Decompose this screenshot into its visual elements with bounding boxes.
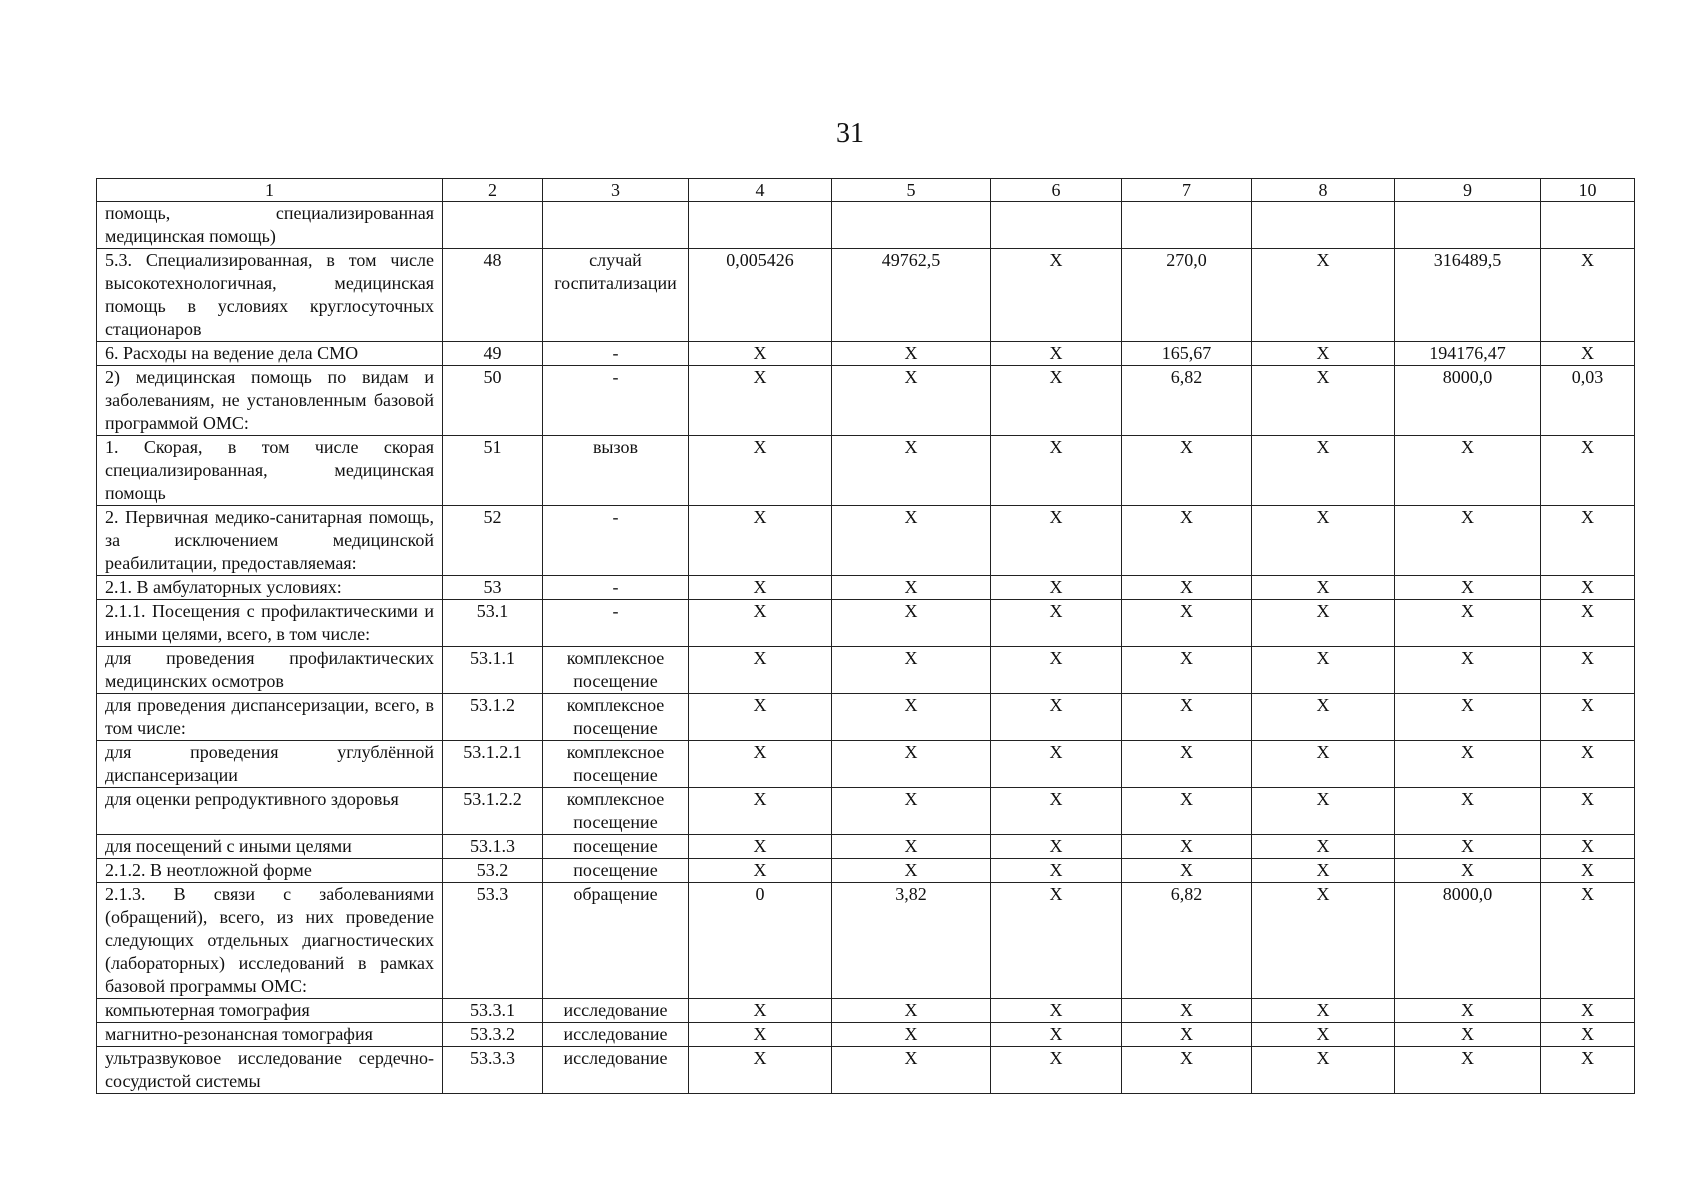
table-row [97, 835, 1635, 859]
cell-col-6: X [991, 366, 1122, 436]
cell-col-8: X [1252, 1023, 1395, 1047]
cell-col-6: X [991, 859, 1122, 883]
cell-col-9: X [1395, 1023, 1541, 1047]
cell-col-7: X [1122, 576, 1252, 600]
column-number: 7 [1122, 179, 1252, 202]
cell-col-10 [1541, 202, 1635, 249]
cell-col-7: X [1122, 647, 1252, 694]
cell-col-10: X [1541, 342, 1635, 366]
cell-col-5: X [832, 788, 991, 835]
cell-col-6: X [991, 694, 1122, 741]
cell-col-4: X [689, 647, 832, 694]
table-row [97, 647, 1635, 694]
row-number: 51 [443, 436, 543, 506]
cell-col-5 [832, 202, 991, 249]
cell-col-9: 194176,47 [1395, 342, 1541, 366]
table-row [97, 600, 1635, 647]
row-number: 50 [443, 366, 543, 436]
cell-col-7 [1122, 202, 1252, 249]
cell-col-8: X [1252, 647, 1395, 694]
unit-of-measure: - [543, 576, 689, 600]
cell-col-6: X [991, 1023, 1122, 1047]
table-row [97, 249, 1635, 342]
cell-col-4: X [689, 741, 832, 788]
row-description: для проведения углублённой диспансеризации [97, 741, 443, 788]
cell-col-10: X [1541, 835, 1635, 859]
cell-col-8: X [1252, 835, 1395, 859]
column-number: 1 [97, 179, 443, 202]
page-number: 31 [836, 118, 864, 149]
row-description: 2) медицинская помощь по видам и заболеваниям, не установленным базовой программой ОМС: [97, 366, 443, 436]
cell-col-7: X [1122, 999, 1252, 1023]
cell-col-5: 49762,5 [832, 249, 991, 342]
unit-of-measure: обращение [543, 883, 689, 999]
row-number: 53.1.2.2 [443, 788, 543, 835]
cell-col-5: X [832, 366, 991, 436]
cell-col-9: X [1395, 647, 1541, 694]
cell-col-7: 6,82 [1122, 883, 1252, 999]
cell-col-7: X [1122, 600, 1252, 647]
cell-col-4: X [689, 835, 832, 859]
unit-of-measure: - [543, 366, 689, 436]
row-number: 53.1 [443, 600, 543, 647]
cell-col-4: X [689, 600, 832, 647]
table-row [97, 883, 1635, 999]
cell-col-5: X [832, 694, 991, 741]
cell-col-9 [1395, 202, 1541, 249]
column-number: 10 [1541, 179, 1635, 202]
row-description: для посещений с иными целями [97, 835, 443, 859]
cell-col-8 [1252, 202, 1395, 249]
data-table [96, 178, 1635, 1094]
cell-col-8: X [1252, 788, 1395, 835]
cell-col-10: X [1541, 249, 1635, 342]
row-number: 53 [443, 576, 543, 600]
cell-col-8: X [1252, 366, 1395, 436]
unit-of-measure: посещение [543, 859, 689, 883]
table-row [97, 1047, 1635, 1094]
row-description: 2.1.1. Посещения с профилактическими и иными целями, всего, в том числе: [97, 600, 443, 647]
table-row [97, 788, 1635, 835]
row-description: 2.1. В амбулаторных условиях: [97, 576, 443, 600]
cell-col-6: X [991, 576, 1122, 600]
row-number: 52 [443, 506, 543, 576]
unit-of-measure: посещение [543, 835, 689, 859]
unit-of-measure: - [543, 342, 689, 366]
unit-of-measure: комплексное посещение [543, 741, 689, 788]
cell-col-6: X [991, 342, 1122, 366]
cell-col-9: X [1395, 741, 1541, 788]
cell-col-10: X [1541, 600, 1635, 647]
row-description: 6. Расходы на ведение дела СМО [97, 342, 443, 366]
cell-col-9: X [1395, 436, 1541, 506]
cell-col-10: X [1541, 576, 1635, 600]
row-number: 53.1.3 [443, 835, 543, 859]
cell-col-4: X [689, 859, 832, 883]
cell-col-4: X [689, 576, 832, 600]
cell-col-6: X [991, 506, 1122, 576]
column-number: 4 [689, 179, 832, 202]
cell-col-5: X [832, 436, 991, 506]
row-description: 2.1.2. В неотложной форме [97, 859, 443, 883]
row-description: 2.1.3. В связи с заболеваниями (обращений), всего, из них проведение следующих отдельных диагностических (лабораторных) исследований в рамках базовой программы ОМС: [97, 883, 443, 999]
cell-col-4: X [689, 506, 832, 576]
cell-col-8: X [1252, 600, 1395, 647]
cell-col-7: X [1122, 506, 1252, 576]
cell-col-5: X [832, 600, 991, 647]
cell-col-10: X [1541, 741, 1635, 788]
column-number: 3 [543, 179, 689, 202]
row-number [443, 202, 543, 249]
cell-col-6: X [991, 436, 1122, 506]
column-number: 8 [1252, 179, 1395, 202]
cell-col-4: X [689, 1023, 832, 1047]
cell-col-4: X [689, 366, 832, 436]
cell-col-9: X [1395, 694, 1541, 741]
row-number: 49 [443, 342, 543, 366]
row-number: 48 [443, 249, 543, 342]
cell-col-7: 6,82 [1122, 366, 1252, 436]
cell-col-10: X [1541, 694, 1635, 741]
table-row [97, 694, 1635, 741]
cell-col-7: 270,0 [1122, 249, 1252, 342]
unit-of-measure: - [543, 506, 689, 576]
cell-col-6: X [991, 600, 1122, 647]
row-number: 53.2 [443, 859, 543, 883]
cell-col-8: X [1252, 694, 1395, 741]
table-row [97, 859, 1635, 883]
cell-col-9: 8000,0 [1395, 366, 1541, 436]
cell-col-6: X [991, 999, 1122, 1023]
cell-col-4: X [689, 999, 832, 1023]
cell-col-8: X [1252, 576, 1395, 600]
unit-of-measure: случай госпитализации [543, 249, 689, 342]
cell-col-7: X [1122, 1023, 1252, 1047]
cell-col-10: X [1541, 999, 1635, 1023]
row-description: 1. Скорая, в том числе скорая специализированная, медицинская помощь [97, 436, 443, 506]
cell-col-10: X [1541, 883, 1635, 999]
table-row [97, 1023, 1635, 1047]
cell-col-9: 316489,5 [1395, 249, 1541, 342]
cell-col-4: X [689, 1047, 832, 1094]
cell-col-8: X [1252, 436, 1395, 506]
row-number: 53.3.3 [443, 1047, 543, 1094]
cell-col-7: X [1122, 741, 1252, 788]
table-row [97, 506, 1635, 576]
cell-col-9: X [1395, 576, 1541, 600]
cell-col-8: X [1252, 249, 1395, 342]
cell-col-10: X [1541, 647, 1635, 694]
cell-col-5: X [832, 1023, 991, 1047]
cell-col-9: X [1395, 1047, 1541, 1094]
row-number: 53.3.1 [443, 999, 543, 1023]
cell-col-8: X [1252, 342, 1395, 366]
row-description: для проведения диспансеризации, всего, в том числе: [97, 694, 443, 741]
cell-col-5: X [832, 741, 991, 788]
cell-col-8: X [1252, 883, 1395, 999]
cell-col-10: X [1541, 788, 1635, 835]
row-description: ультразвуковое исследование сердечно-сосудистой системы [97, 1047, 443, 1094]
column-number-row [97, 179, 1635, 202]
row-number: 53.1.2.1 [443, 741, 543, 788]
cell-col-10: 0,03 [1541, 366, 1635, 436]
cell-col-10: X [1541, 859, 1635, 883]
cell-col-7: 165,67 [1122, 342, 1252, 366]
cell-col-4 [689, 202, 832, 249]
cell-col-7: X [1122, 835, 1252, 859]
table-row [97, 436, 1635, 506]
cell-col-6 [991, 202, 1122, 249]
cell-col-5: X [832, 1047, 991, 1094]
cell-col-9: 8000,0 [1395, 883, 1541, 999]
cell-col-9: X [1395, 835, 1541, 859]
row-number: 53.3.2 [443, 1023, 543, 1047]
cell-col-8: X [1252, 741, 1395, 788]
cell-col-8: X [1252, 506, 1395, 576]
unit-of-measure [543, 202, 689, 249]
cell-col-9: X [1395, 600, 1541, 647]
cell-col-8: X [1252, 1047, 1395, 1094]
cell-col-5: X [832, 647, 991, 694]
unit-of-measure: вызов [543, 436, 689, 506]
cell-col-10: X [1541, 1047, 1635, 1094]
cell-col-4: X [689, 436, 832, 506]
cell-col-7: X [1122, 788, 1252, 835]
cell-col-6: X [991, 788, 1122, 835]
cell-col-8: X [1252, 999, 1395, 1023]
row-number: 53.1.2 [443, 694, 543, 741]
row-description: магнитно-резонансная томография [97, 1023, 443, 1047]
table-row [97, 576, 1635, 600]
cell-col-6: X [991, 883, 1122, 999]
cell-col-5: X [832, 835, 991, 859]
cell-col-7: X [1122, 436, 1252, 506]
cell-col-6: X [991, 835, 1122, 859]
column-number: 9 [1395, 179, 1541, 202]
cell-col-10: X [1541, 506, 1635, 576]
cell-col-7: X [1122, 1047, 1252, 1094]
cell-col-6: X [991, 1047, 1122, 1094]
unit-of-measure: комплексное посещение [543, 647, 689, 694]
row-description: для оценки репродуктивного здоровья [97, 788, 443, 835]
cell-col-4: X [689, 788, 832, 835]
cell-col-5: X [832, 999, 991, 1023]
table-row [97, 342, 1635, 366]
cell-col-9: X [1395, 788, 1541, 835]
cell-col-4: 0,005426 [689, 249, 832, 342]
cell-col-9: X [1395, 859, 1541, 883]
cell-col-5: X [832, 576, 991, 600]
row-description: компьютерная томография [97, 999, 443, 1023]
cell-col-9: X [1395, 506, 1541, 576]
cell-col-10: X [1541, 1023, 1635, 1047]
column-number: 6 [991, 179, 1122, 202]
cell-col-5: X [832, 506, 991, 576]
table-row [97, 741, 1635, 788]
unit-of-measure: исследование [543, 1047, 689, 1094]
cell-col-8: X [1252, 859, 1395, 883]
unit-of-measure: исследование [543, 999, 689, 1023]
unit-of-measure: комплексное посещение [543, 694, 689, 741]
column-number: 5 [832, 179, 991, 202]
unit-of-measure: комплексное посещение [543, 788, 689, 835]
cell-col-5: X [832, 859, 991, 883]
table-row [97, 202, 1635, 249]
column-number: 2 [443, 179, 543, 202]
cell-col-5: X [832, 342, 991, 366]
row-number: 53.3 [443, 883, 543, 999]
cell-col-6: X [991, 741, 1122, 788]
cell-col-6: X [991, 249, 1122, 342]
unit-of-measure: исследование [543, 1023, 689, 1047]
row-number: 53.1.1 [443, 647, 543, 694]
cell-col-6: X [991, 647, 1122, 694]
table-row [97, 999, 1635, 1023]
cell-col-4: 0 [689, 883, 832, 999]
row-description: 5.3. Специализированная, в том числе высокотехнологичная, медицинская помощь в условиях круглосуточных стационаров [97, 249, 443, 342]
cell-col-9: X [1395, 999, 1541, 1023]
cell-col-4: X [689, 342, 832, 366]
cell-col-5: 3,82 [832, 883, 991, 999]
row-description: для проведения профилактических медицинских осмотров [97, 647, 443, 694]
unit-of-measure: - [543, 600, 689, 647]
cell-col-7: X [1122, 859, 1252, 883]
cell-col-7: X [1122, 694, 1252, 741]
cell-col-4: X [689, 694, 832, 741]
table-row [97, 366, 1635, 436]
cell-col-10: X [1541, 436, 1635, 506]
row-description: помощь, специализированная медицинская помощь) [97, 202, 443, 249]
row-description: 2. Первичная медико-санитарная помощь, за исключением медицинской реабилитации, предоставляемая: [97, 506, 443, 576]
